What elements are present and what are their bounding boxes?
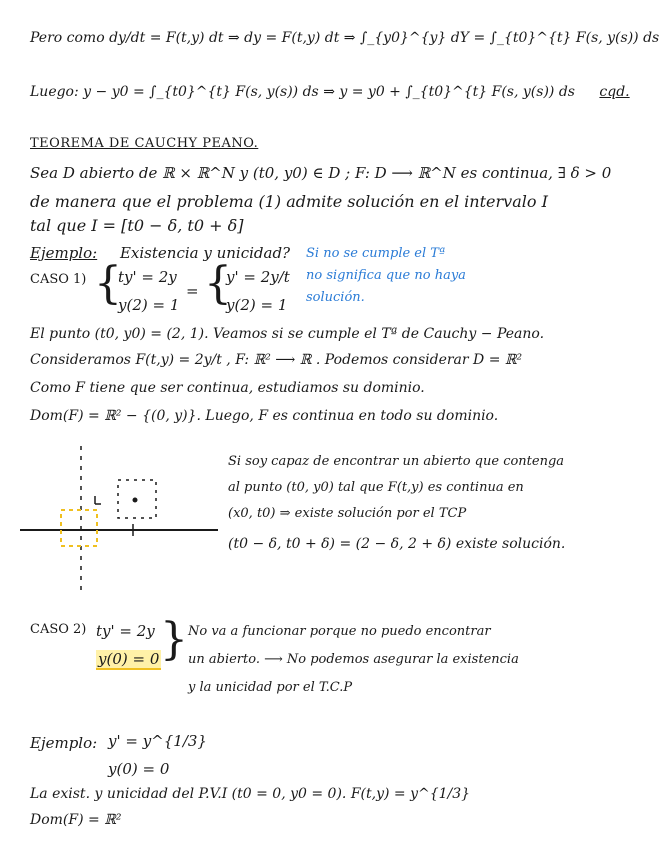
example-1-title: Existencia y unicidad?: [119, 244, 291, 262]
paragraph-line-4: Dom(F) = ℝ² − {(0, y)}. Luego, F es continua en todo su dominio.: [30, 408, 499, 424]
caso-1-arrow: =: [186, 282, 199, 300]
paragraph-line-3: Como F tiene que ser continua, estudiamos su dominio.: [30, 380, 425, 396]
example-2-eq1: y' = y^{1/3}: [108, 732, 207, 750]
theorem-line-1: Sea D abierto de ℝ × ℝ^N y (t0, y0) ∈ D ; F: D ⟶ ℝ^N es continua, ∃ δ > 0: [30, 164, 612, 182]
blue-note-2: no significa que no haya: [306, 268, 466, 283]
theorem-line-2: de manera que el problema (1) admite solución en el intervalo I: [30, 192, 548, 211]
caso-2-eq1: ty' = 2y: [96, 622, 155, 640]
paragraph-line-1: El punto (t0, y0) = (2, 1). Veamos si se cumple el Tª de Cauchy − Peano.: [30, 326, 545, 342]
example-2-eq2: y(0) = 0: [108, 760, 170, 778]
caso-2-brace: }: [160, 614, 188, 665]
caso-2-eq2: y(0) = 0: [98, 650, 160, 668]
example-2-label: Ejemplo:: [30, 734, 98, 752]
example-2-line-2: Dom(F) = ℝ²: [30, 812, 122, 828]
derivation-line-2-text: Luego: y − y0 = ∫_{t0}^{t} F(s, y(s)) ds ⇒ y = y0 + ∫_{t0}^{t} F(s, y(s)) ds: [30, 84, 575, 100]
reasoning-line-2: al punto (t0, y0) tal que F(t,y) es continua en: [228, 480, 524, 495]
reasoning-line-4: (t0 − δ, t0 + δ) = (2 − δ, 2 + δ) existe solución.: [228, 536, 566, 552]
caso-1-eq1: ty' = 2y: [118, 268, 177, 286]
caso-2-eq2-wrap: [96, 650, 161, 668]
blue-note-3: solución.: [306, 290, 365, 305]
sketch-point: [133, 498, 138, 503]
caso-1-brace: {: [94, 258, 122, 309]
caso-1-brace-2: {: [204, 258, 232, 309]
theorem-line-3: tal que I = [t0 − δ, t0 + δ]: [30, 216, 244, 235]
paragraph-line-2: Consideramos F(t,y) = 2y/t , F: ℝ² ⟶ ℝ . Podemos considerar D = ℝ²: [30, 352, 523, 368]
caso-1-eq4: y(2) = 1: [226, 296, 288, 314]
caso-1-eq3: y' = 2y/t: [226, 268, 290, 286]
caso-2-comment-1: No va a funcionar porque no puedo encontrar: [188, 624, 491, 639]
caso-2-comment-3: y la unicidad por el T.C.P: [188, 680, 353, 695]
example-2-line-1: La exist. y unicidad del P.V.I (t0 = 0, y0 = 0). F(t,y) = y^{1/3}: [30, 786, 471, 802]
caso-2-label: CASO 2): [30, 622, 87, 637]
sketch-yellow-box: [61, 510, 97, 546]
caso-1-label: CASO 1): [30, 272, 87, 287]
example-1-label: Ejemplo:: [30, 244, 98, 262]
theorem-title: TEOREMA DE CAUCHY PEANO.: [30, 136, 259, 151]
derivation-line-1: Pero como dy/dt = F(t,y) dt ⇒ dy = F(t,y) dt ⇒ ∫_{y0}^{y} dY = ∫_{t0}^{t} F(s, y(s)) ds: [30, 30, 659, 46]
caso-2-comment-2: un abierto. ⟶ No podemos asegurar la existencia: [188, 652, 519, 667]
cqd-label: cqd.: [599, 84, 630, 100]
caso-1-eq2: y(2) = 1: [118, 296, 180, 314]
blue-note-1: Si no se cumple el Tª: [306, 246, 446, 261]
reasoning-line-1: Si soy capaz de encontrar un abierto que contenga: [228, 454, 565, 469]
reasoning-line-3: (x0, t0) ⇒ existe solución por el TCP: [228, 506, 467, 521]
